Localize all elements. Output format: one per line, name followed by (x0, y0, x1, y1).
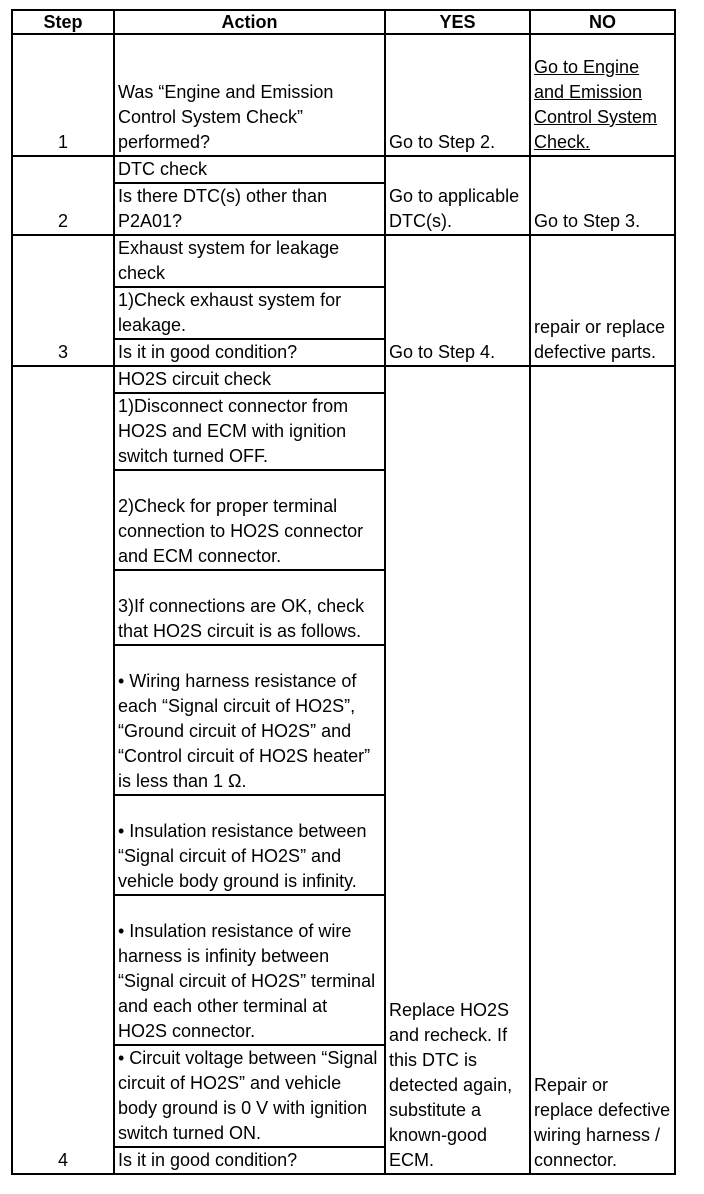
step-4-action-title: HO2S circuit check (114, 366, 385, 393)
step-2-yes: Go to applicable DTC(s). (385, 156, 530, 235)
step-4-action-question: Is it in good condition? (114, 1147, 385, 1174)
step-3-row (12, 235, 675, 287)
diagnostic-table (11, 9, 676, 1175)
step-4-action-2: 2)Check for proper terminal connection to HO2S connector and ECM connector. (114, 470, 385, 570)
step-1-number: 1 (12, 34, 114, 156)
step-2-action-question: Is there DTC(s) other than P2A01? (114, 183, 385, 235)
step-4-number: 4 (12, 366, 114, 1174)
header-row (12, 10, 675, 34)
step-4-action-3: 3)If connections are OK, check that HO2S circuit is as follows. (114, 570, 385, 645)
step-4-bullet-3: • Insulation resistance of wire harness is infinity between “Signal circuit of HO2S” terminal and each other terminal at HO2S connector. (114, 895, 385, 1045)
header-no: NO (530, 10, 675, 34)
step-4-action-1: 1)Disconnect connector from HO2S and ECM with ignition switch turned OFF. (114, 393, 385, 470)
step-4-bullet-2: • Insulation resistance between “Signal circuit of HO2S” and vehicle body ground is infinity. (114, 795, 385, 895)
header-action: Action (114, 10, 385, 34)
step-2-number: 2 (12, 156, 114, 235)
step-2-action-title: DTC check (114, 156, 385, 183)
step-3-action-1: 1)Check exhaust system for leakage. (114, 287, 385, 339)
step-1-no-link[interactable]: Go to Engine and Emission Control System Check. (530, 34, 675, 156)
step-1-row (12, 34, 675, 156)
step-3-action-question: Is it in good condition? (114, 339, 385, 366)
header-step: Step (12, 10, 114, 34)
step-2-row (12, 156, 675, 183)
step-4-row (12, 366, 675, 393)
header-yes: YES (385, 10, 530, 34)
step-3-number: 3 (12, 235, 114, 366)
step-2-no: Go to Step 3. (530, 156, 675, 235)
step-3-action-title: Exhaust system for leakage check (114, 235, 385, 287)
step-4-yes: Replace HO2S and recheck. If this DTC is detected again, substitute a known-good ECM. (385, 366, 530, 1174)
step-1-yes: Go to Step 2. (385, 34, 530, 156)
step-4-bullet-4: • Circuit voltage between “Signal circuit of HO2S” and vehicle body ground is 0 V with ignition switch turned ON. (114, 1045, 385, 1147)
step-1-action: Was “Engine and Emission Control System Check” performed? (114, 34, 385, 156)
step-3-yes: Go to Step 4. (385, 235, 530, 366)
step-3-no: repair or replace defective parts. (530, 235, 675, 366)
step-4-bullet-1: • Wiring harness resistance of each “Signal circuit of HO2S”, “Ground circuit of HO2S” and “Control circuit of HO2S heater” is less than 1 Ω. (114, 645, 385, 795)
step-4-no: Repair or replace defective wiring harness / connector. (530, 366, 675, 1174)
